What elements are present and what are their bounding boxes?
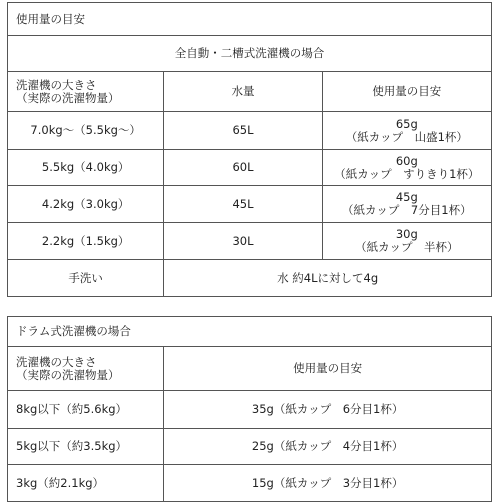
cell-water: 30L [164, 223, 322, 260]
cell-water: 65L [164, 112, 322, 150]
cell-size: 7.0kg～（5.5kg～） [8, 112, 164, 150]
handwash-row [8, 260, 492, 297]
cell-water: 45L [164, 186, 322, 223]
cell-usage: 65g （紙カップ 山盛1杯） [322, 112, 491, 150]
table-row [8, 223, 492, 260]
cell-usage: 30g （紙カップ 半杯） [322, 223, 491, 260]
cell-size: 8kg以下（約5.6kg） [8, 391, 164, 429]
table-subtitle: 全自動・二槽式洗濯機の場合 [8, 36, 492, 72]
header-row [8, 72, 492, 112]
cell-usage: 60g （紙カップ すりきり1杯） [322, 150, 491, 186]
cell-size: 3kg（約2.1kg） [8, 465, 164, 502]
table-row [8, 465, 492, 502]
header-size: 洗濯機の大きさ （実際の洗濯物量） [8, 72, 164, 112]
table-title: 使用量の目安 [8, 3, 492, 36]
usage-table-drum [7, 316, 492, 502]
table-row [8, 112, 492, 150]
header-water: 水量 [164, 72, 322, 112]
cell-size: 5.5kg（4.0kg） [8, 150, 164, 186]
cell-usage: 25g（紙カップ 4分目1杯） [164, 429, 492, 465]
cell-usage: 15g（紙カップ 3分目1杯） [164, 465, 492, 502]
table-title: ドラム式洗濯機の場合 [8, 317, 492, 347]
cell-size: 2.2kg（1.5kg） [8, 223, 164, 260]
header-size: 洗濯機の大きさ （実際の洗濯物量） [8, 347, 164, 391]
table-row [8, 186, 492, 223]
table-row [8, 150, 492, 186]
cell-water: 60L [164, 150, 322, 186]
cell-size: 5kg以下（約3.5kg） [8, 429, 164, 465]
header-usage: 使用量の目安 [322, 72, 491, 112]
handwash-value: 水 約4Lに対して4g [164, 260, 492, 297]
handwash-label: 手洗い [8, 260, 164, 297]
header-usage: 使用量の目安 [164, 347, 492, 391]
table-row [8, 391, 492, 429]
cell-size: 4.2kg（3.0kg） [8, 186, 164, 223]
table-row [8, 429, 492, 465]
header-row [8, 347, 492, 391]
usage-table-automatic [7, 2, 492, 297]
cell-usage: 35g（紙カップ 6分目1杯） [164, 391, 492, 429]
cell-usage: 45g （紙カップ 7分目1杯） [322, 186, 491, 223]
